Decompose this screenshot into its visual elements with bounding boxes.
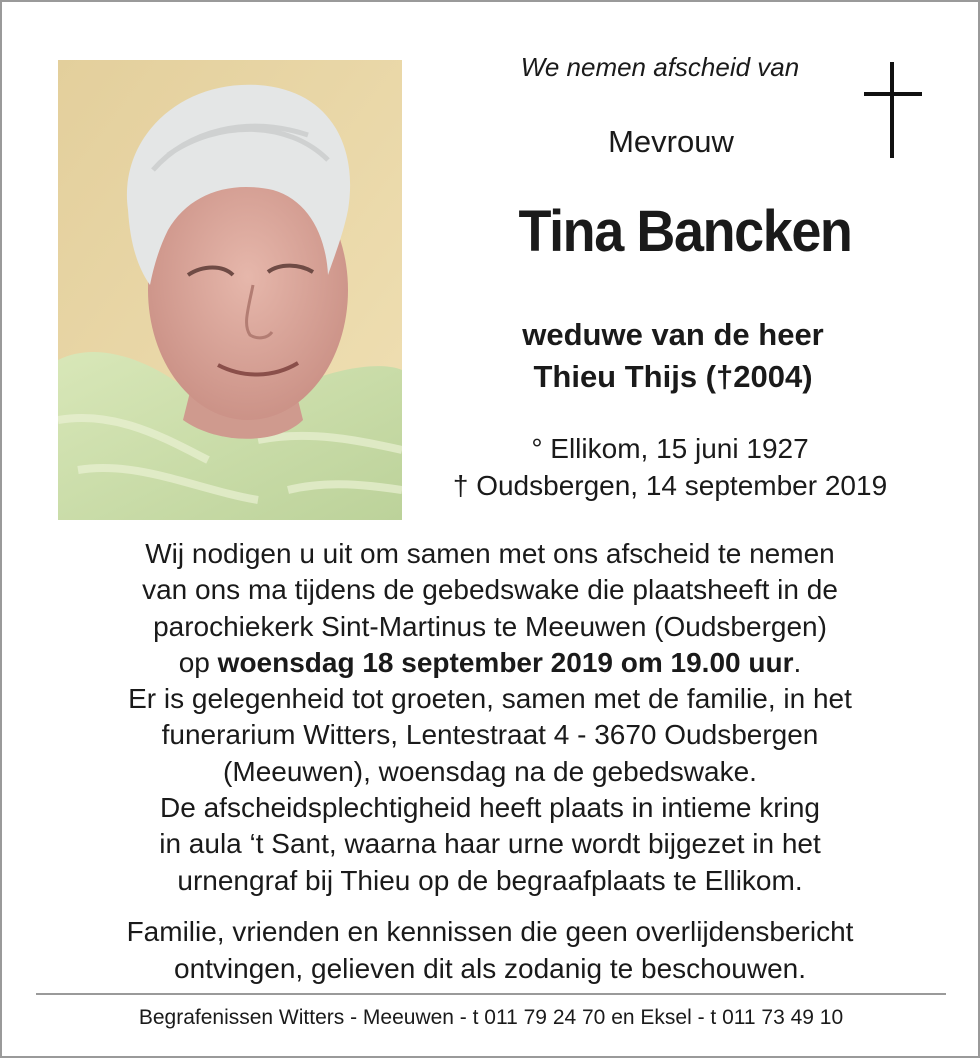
salutation: Mevrouw <box>608 124 734 159</box>
intro-text: We nemen afscheid van <box>520 52 800 82</box>
spouse-info <box>430 314 916 398</box>
invitation-line: parochiekerk Sint-Martinus te Meeuwen (Oudsbergen) <box>153 610 827 642</box>
invitation-line: Er is gelegenheid tot groeten, samen met de familie, in het <box>128 683 852 715</box>
invitation-prefix: op <box>178 646 218 678</box>
invitation-text <box>40 536 940 899</box>
spouse-line-2: Thieu Thijs (†2004) <box>533 359 813 394</box>
invitation-line <box>40 645 940 681</box>
invitation-line: in aula ‘t Sant, waarna haar urne wordt bijgezet in het <box>159 828 821 860</box>
invitation-line: De afscheidsplechtigheid heeft plaats in intieme kring <box>160 792 820 824</box>
birth-date: ° Ellikom, 15 juni 1927 <box>531 433 809 464</box>
spouse-line-1: weduwe van de heer <box>522 317 824 352</box>
invitation-line: van ons ma tijdens de gebedswake die plaatsheeft in de <box>142 574 838 606</box>
funeral-home-footer: Begrafenissen Witters - Meeuwen - t 011 79 24 70 en Eksel - t 011 73 49 10 <box>138 1006 844 1029</box>
invitation-suffix: . <box>793 646 802 678</box>
closing-line: Familie, vrienden en kennissen die geen overlijdensbericht <box>126 916 854 947</box>
footer-divider <box>36 993 946 995</box>
invitation-line: funerarium Witters, Lentestraat 4 - 3670 Oudsbergen <box>161 719 819 751</box>
portrait-image <box>58 60 402 520</box>
closing-text <box>40 914 940 987</box>
invitation-line: Wij nodigen u uit om samen met ons afscheid te nemen <box>145 538 835 569</box>
wake-date-time: woensdag 18 september 2019 om 19.00 uur <box>217 646 794 678</box>
portrait-photo <box>58 60 402 520</box>
death-date: † Oudsbergen, 14 september 2019 <box>452 470 888 501</box>
invitation-line: urnengraf bij Thieu op de begraafplaats te Ellikom. <box>177 864 803 896</box>
life-dates <box>410 430 930 504</box>
cross-icon <box>864 62 922 158</box>
invitation-line: (Meeuwen), woensdag na de gebedswake. <box>223 755 757 787</box>
closing-line: ontvingen, gelieven dit als zodanig te beschouwen. <box>174 952 806 984</box>
deceased-name: Tina Bancken <box>518 199 852 264</box>
